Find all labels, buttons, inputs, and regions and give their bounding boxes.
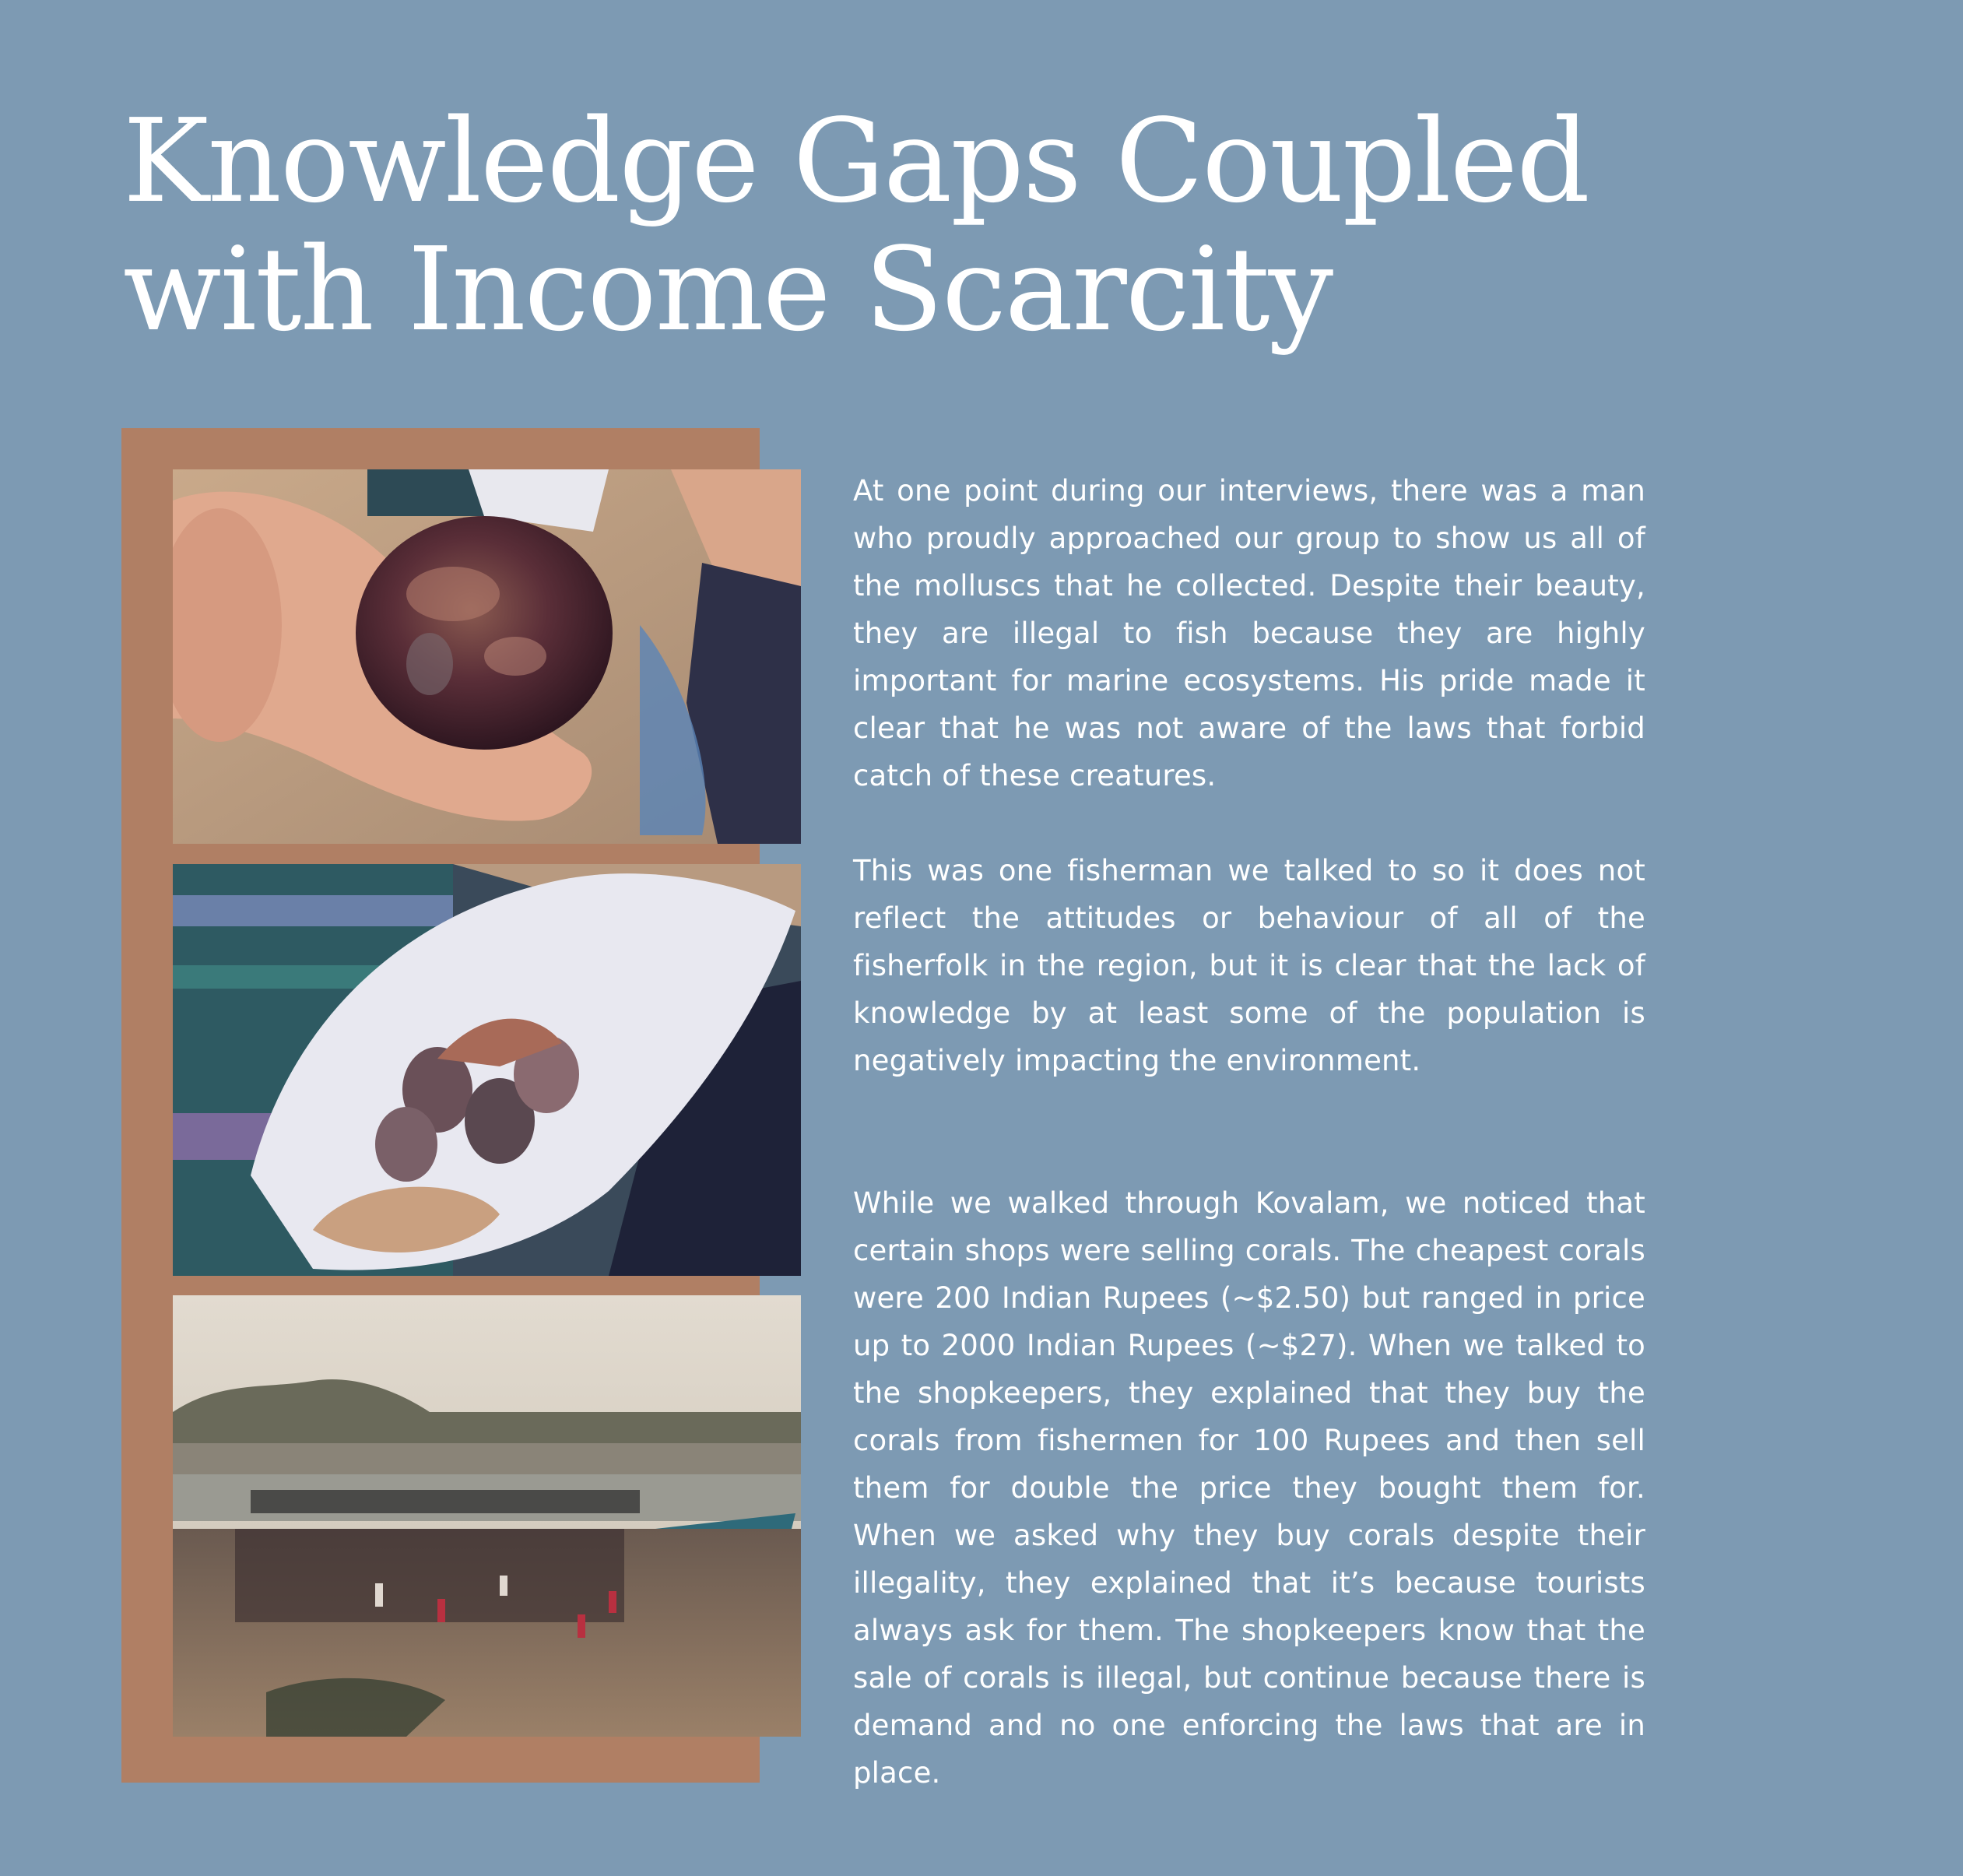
photo-cowrie-shell-in-hand (173, 469, 801, 844)
paragraph-fisherman-attitudes: This was one fisherman we talked to so it does not reflect the attitudes or behaviour of all of the fisherfolk in the region, but it is clear that the lack of knowledge by at least some of the population is negatively impacting the environment. (853, 854, 1645, 1077)
paragraph-coral-shops: While we walked through Kovalam, we noticed that certain shops were selling corals. The cheapest corals were 200 Indian Rupees (~$2.50) but ranged in price up to 2000 Indian Rupees (~$27). When we talked to the shopkeepers, they explained that they buy the corals from fishermen for 100 Rupees and then sell them for double the price they bought them for. When we asked why they buy corals despite their illegality, they explained that it’s because tourists always ask for them. The shopkeepers know that the sale of corals is illegal, but continue because there is demand and no one enforcing the laws that are in place. (853, 1186, 1645, 1790)
body-text-column (853, 467, 1645, 1797)
page-title (123, 94, 1602, 357)
title-line-1: Knowledge Gaps Coupled (123, 94, 1589, 228)
title-line-2: with Income Scarcity (123, 223, 1333, 357)
photo-beach-fishing-crowd (173, 1295, 801, 1737)
paragraph-molluscs: At one point during our interviews, there was a man who proudly approached our group to show us all of the molluscs that he collected. Despite their beauty, they are illegal to fish because they are highly important for marine ecosystems. His pride made it clear that he was not aware of the laws that forbid catch of these creatures. (853, 474, 1645, 792)
photo-bag-of-shells (173, 864, 801, 1276)
